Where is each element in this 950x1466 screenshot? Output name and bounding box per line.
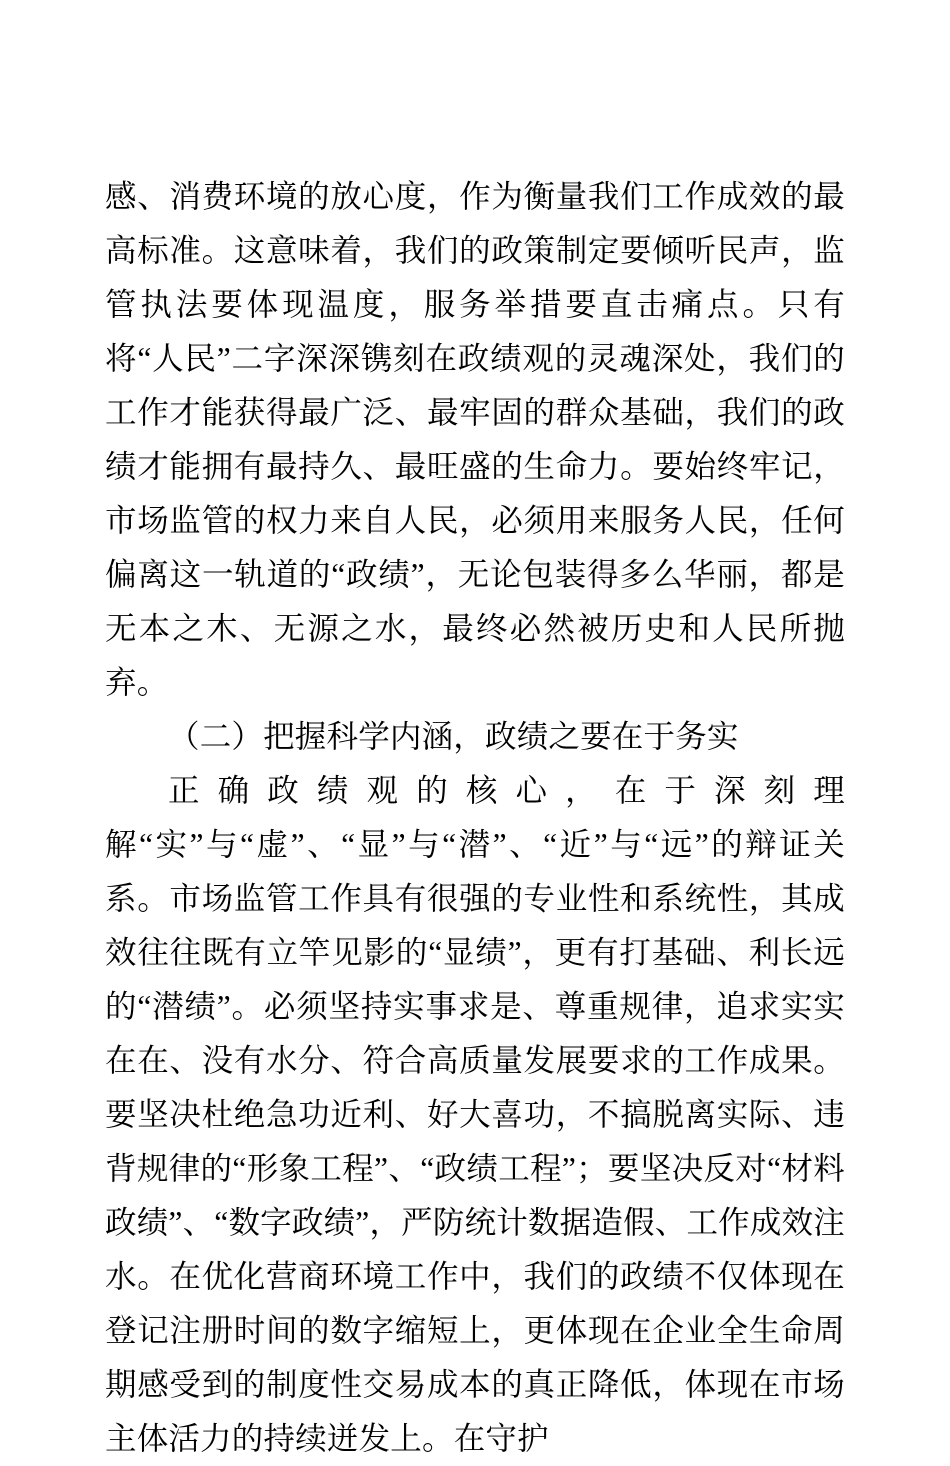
paragraph-body: 正确政绩观的核心，在于深刻理解“实”与“虚”、“显”与“潜”、“近”与“远”的辩证关系。市场监管工作具有很强的专业性和系统性，其成效往往既有立竿见影的“显绩”，更有打基础、利长远的“潜绩”。必须坚持实事求是、尊重规律，追求实实在在、没有水分、符合高质量发展要求的工作成果。要坚决杜绝急功近利、好大喜功，不搞脱离实际、违背规律的“形象工程”、“政绩工程”；要坚决反对“材料政绩”、“数字政绩”，严防统计数据造假、工作成效注水。在优化营商环境工作中，我们的政绩不仅体现在登记注册时间的数字缩短上，更体现在企业全生命周期感受到的制度性交易成本的真正降低，体现在市场主体活力的持续迸发上。在守护: [105, 773, 845, 1456]
section-heading: （二）把握科学内涵，政绩之要在于务实: [168, 719, 739, 754]
document-body: [105, 170, 845, 1466]
paragraph-continued: 感、消费环境的放心度，作为衡量我们工作成效的最高标准。这意味着，我们的政策制定要倾听民声，监管执法要体现温度，服务举措要直击痛点。只有将“人民”二字深深镌刻在政绩观的灵魂深处，我们的工作才能获得最广泛、最牢固的群众基础，我们的政绩才能拥有最持久、最旺盛的生命力。要始终牢记，市场监管的权力来自人民，必须用来服务人民，任何偏离这一轨道的“政绩”，无论包装得多么华丽，都是无本之木、无源之水，最终必然被历史和人民所抛弃。: [105, 179, 845, 700]
